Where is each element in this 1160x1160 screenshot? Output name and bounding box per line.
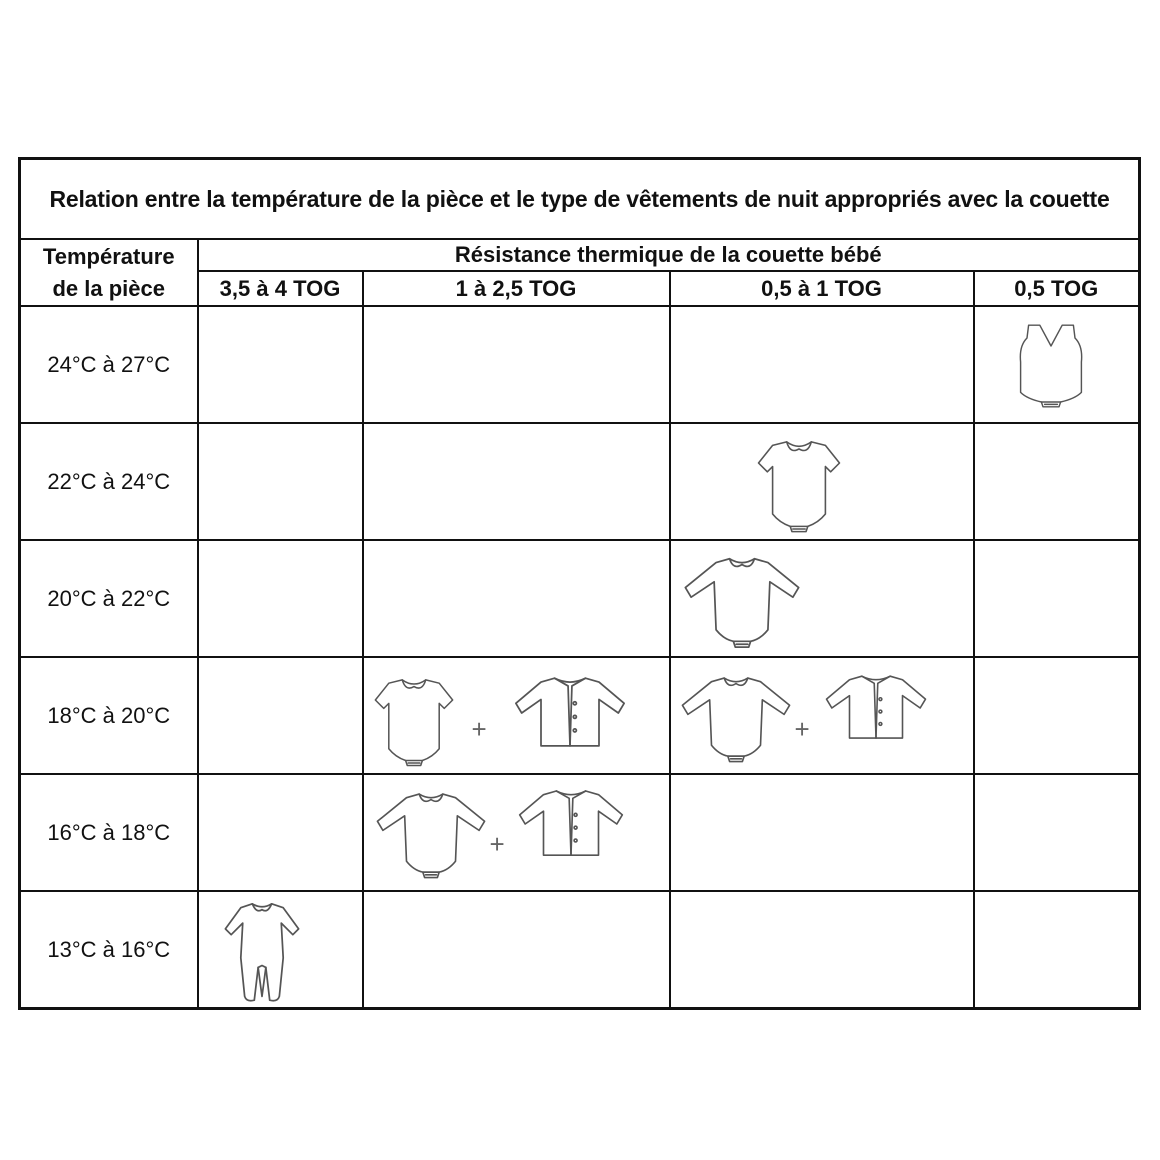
footed-sleepsuit-icon xyxy=(219,900,305,1006)
short-sleeve-bodysuit-icon xyxy=(755,436,843,534)
empty-cell xyxy=(198,657,363,774)
empty-cell xyxy=(974,774,1140,891)
plus-symbol: + xyxy=(489,829,505,859)
table-row xyxy=(20,774,1140,891)
table-row xyxy=(20,540,1140,657)
column-header-tog-1-2-5: 1 à 2,5 TOG xyxy=(363,271,670,306)
table-title: Relation entre la température de la pièce et le type de vêtements de nuit appropriés avec la couette xyxy=(20,159,1140,240)
garment-cell xyxy=(198,891,363,1009)
table-row xyxy=(20,306,1140,423)
row-temperature: 13°C à 16°C xyxy=(20,891,198,1009)
table-row xyxy=(20,891,1140,1009)
garment-cell xyxy=(363,774,670,891)
row-temperature: 16°C à 18°C xyxy=(20,774,198,891)
table-row xyxy=(20,423,1140,540)
row-temperature: 22°C à 24°C xyxy=(20,423,198,540)
temperature-header xyxy=(20,239,198,306)
cardigan-icon xyxy=(512,674,628,752)
sleeveless-bodysuit-icon xyxy=(1011,315,1091,417)
empty-cell xyxy=(198,306,363,423)
empty-cell xyxy=(670,774,974,891)
row-temperature: 20°C à 22°C xyxy=(20,540,198,657)
long-sleeve-bodysuit-icon xyxy=(679,553,805,649)
column-header-tog-0-5-1: 0,5 à 1 TOG xyxy=(670,271,974,306)
empty-cell xyxy=(670,306,974,423)
empty-cell xyxy=(974,540,1140,657)
cardigan-icon xyxy=(516,787,626,861)
empty-cell xyxy=(198,423,363,540)
column-header-tog-0-5: 0,5 TOG xyxy=(974,271,1140,306)
short-sleeve-bodysuit-icon xyxy=(372,674,456,768)
tog-table xyxy=(18,157,1141,1010)
empty-cell xyxy=(974,657,1140,774)
cardigan-icon xyxy=(823,672,929,744)
empty-cell xyxy=(363,540,670,657)
empty-cell xyxy=(974,423,1140,540)
resistance-header: Résistance thermique de la couette bébé xyxy=(198,239,1140,271)
long-sleeve-bodysuit-icon xyxy=(677,672,795,764)
column-header-tog-3-5-4: 3,5 à 4 TOG xyxy=(198,271,363,306)
row-temperature: 18°C à 20°C xyxy=(20,657,198,774)
empty-cell xyxy=(363,306,670,423)
row-temperature: 24°C à 27°C xyxy=(20,306,198,423)
garment-cell xyxy=(670,540,974,657)
empty-cell xyxy=(198,540,363,657)
empty-cell xyxy=(670,891,974,1009)
empty-cell xyxy=(974,891,1140,1009)
plus-symbol: + xyxy=(794,714,810,744)
empty-cell xyxy=(363,891,670,1009)
empty-cell xyxy=(363,423,670,540)
garment-cell xyxy=(974,306,1140,423)
temperature-header-line1: Température xyxy=(42,243,175,269)
temperature-header-line2: de la pièce xyxy=(52,275,165,301)
long-sleeve-bodysuit-icon xyxy=(372,787,490,881)
plus-symbol: + xyxy=(471,714,487,744)
empty-cell xyxy=(198,774,363,891)
table-row xyxy=(20,657,1140,774)
garment-cell xyxy=(363,657,670,774)
garment-cell xyxy=(670,657,974,774)
garment-cell xyxy=(670,423,974,540)
